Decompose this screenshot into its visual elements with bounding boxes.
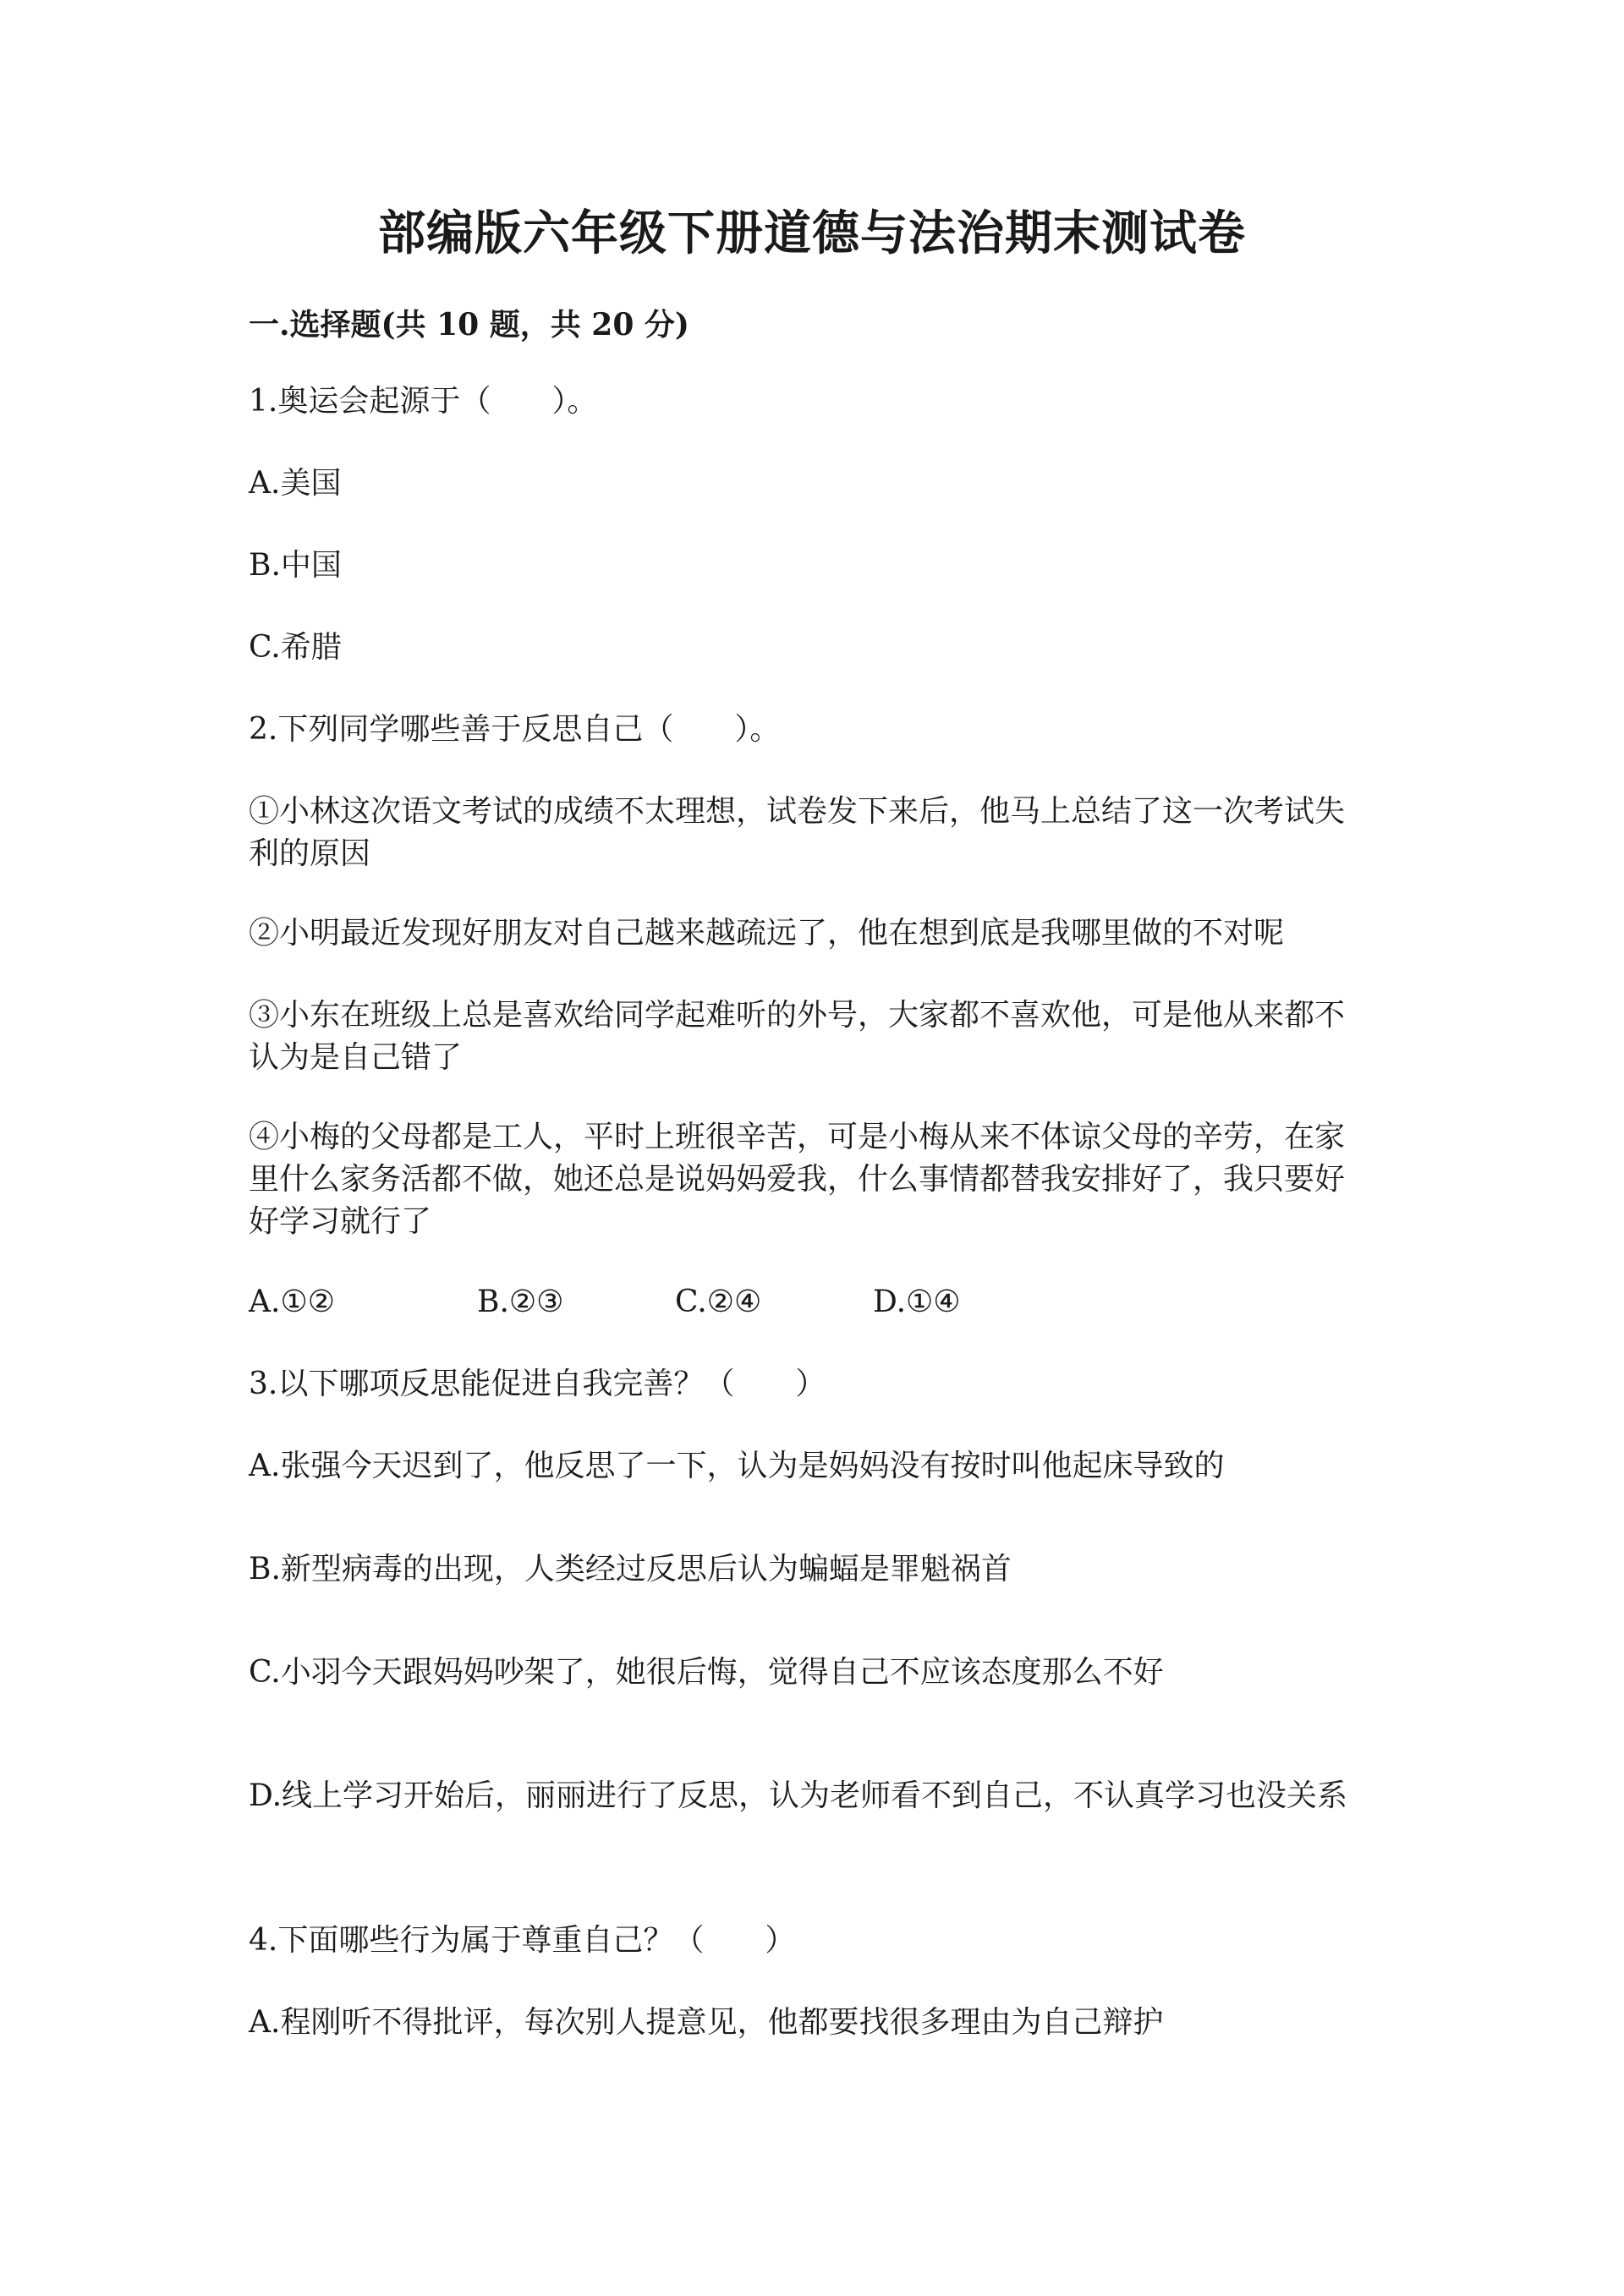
question-2-statement-4: ④小梅的父母都是工人，平时上班很辛苦，可是小梅从来不体谅父母的辛劳，在家里什么家务活都不做，她还总是说妈妈爱我，什么事情都替我安排好了，我只要好好学习就行了 xyxy=(249,1120,1346,1239)
question-2-statement-2: ②小明最近发现好朋友对自己越来越疏远了，他在想到底是我哪里做的不对呢 xyxy=(249,916,1285,951)
question-2-option-d: D.①④ xyxy=(873,1285,961,1319)
question-2-option-b: B.②③ xyxy=(477,1285,564,1319)
question-3-option-a: A.张强今天迟到了，他反思了一下，认为是妈妈没有按时叫他起床导致的 xyxy=(249,1449,1225,1483)
page-title: 部编版六年级下册道德与法治期末测试卷 xyxy=(378,205,1246,261)
question-1-option-c: C.希腊 xyxy=(249,630,342,665)
question-4-option-a: A.程刚听不得批评，每次别人提意见，他都要找很多理由为自己辩护 xyxy=(249,2005,1164,2040)
question-2-stem: 2.下列同学哪些善于反思自己（ ）。 xyxy=(249,712,781,747)
question-3-option-b: B.新型病毒的出现，人类经过反思后认为蝙蝠是罪魁祸首 xyxy=(249,1552,1012,1586)
section-heading: 一.选择题(共 10 题，共 20 分) xyxy=(249,307,689,342)
question-2-option-c: C.②④ xyxy=(675,1285,762,1319)
question-2-statement-1: ①小林这次语文考试的成绩不太理想，试卷发下来后，他马上总结了这一次考试失利的原因 xyxy=(249,794,1346,871)
question-1-option-a: A.美国 xyxy=(249,466,342,501)
question-4-stem: 4.下面哪些行为属于尊重自己？（ ） xyxy=(249,1923,796,1958)
question-1-stem: 1.奥运会起源于（ ）。 xyxy=(249,384,598,419)
question-3-option-c: C.小羽今天跟妈妈吵架了，她很后悔，觉得自己不应该态度那么不好 xyxy=(249,1655,1164,1690)
question-1-option-b: B.中国 xyxy=(249,548,342,583)
question-2-options xyxy=(249,1281,961,1323)
question-2-statement-3: ③小东在班级上总是喜欢给同学起难听的外号，大家都不喜欢他，可是他从来都不认为是自己错了 xyxy=(249,998,1346,1075)
question-3-stem: 3.以下哪项反思能促进自我完善？（ ） xyxy=(249,1367,826,1401)
question-3-option-d: D.线上学习开始后，丽丽进行了反思，认为老师看不到自己，不认真学习也没关系 xyxy=(249,1778,1348,1813)
question-2-option-a: A.①② xyxy=(249,1285,335,1319)
